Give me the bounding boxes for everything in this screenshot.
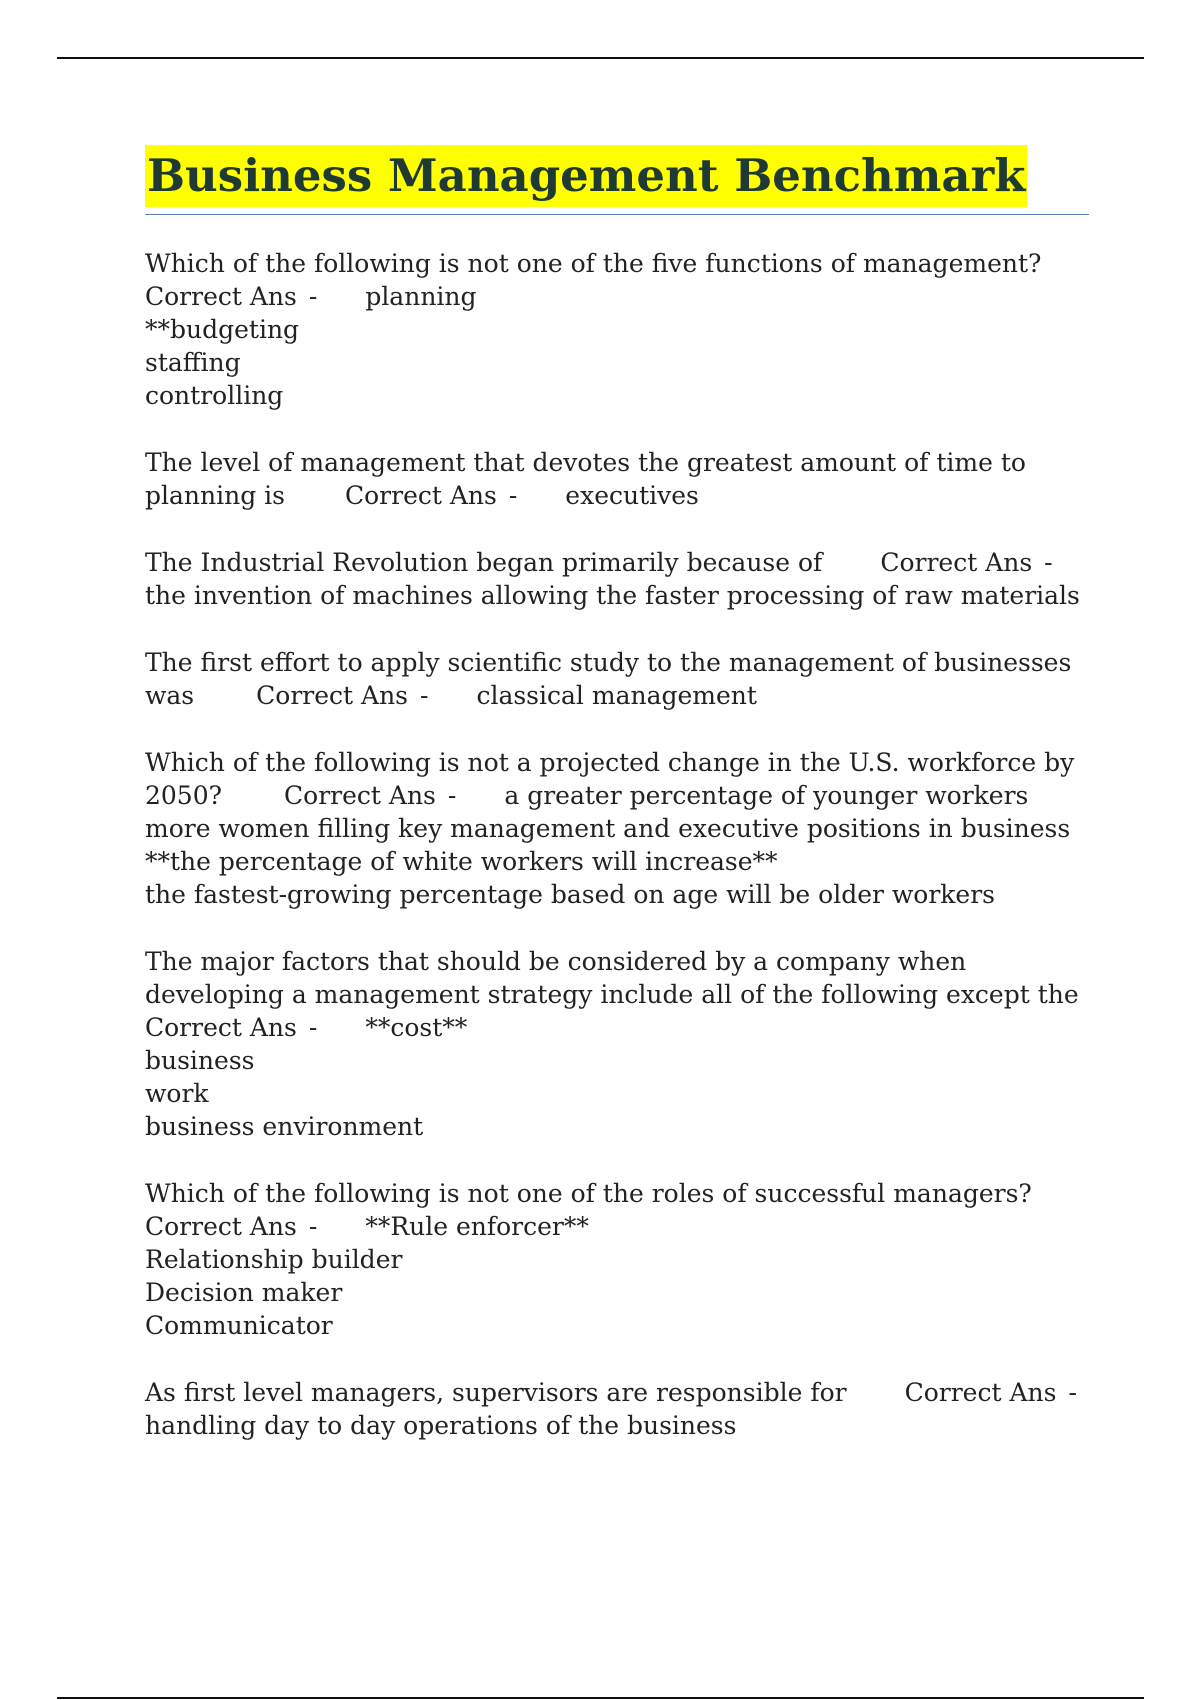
answer-line [145,546,1105,579]
option-line: Decision maker [145,1278,343,1307]
answer-line [145,1210,1105,1243]
answer-separator: - [308,1013,318,1042]
qa-item [145,446,1105,512]
answer-label: Correct Ans [284,781,436,810]
answer-text: handling day to day operations of the business [145,1411,737,1440]
qa-item [145,1177,1105,1342]
option-line: the fastest-growing percentage based on age will be older workers [145,880,996,909]
answer-text: **cost** [365,1013,468,1042]
answer-line [145,479,1105,512]
answer-separator: - [447,781,457,810]
option-line: business environment [145,1112,424,1141]
answer-text: **Rule enforcer** [365,1212,589,1241]
answer-text: the invention of machines allowing the faster processing of raw materials [145,581,1080,610]
answer-separator: - [308,282,318,311]
title-underline [145,214,1089,215]
answer-separator: - [1068,1378,1077,1407]
question-line: Which of the following is not one of the roles of successful managers? [145,1179,1032,1208]
question-line: The level of management that devotes the greatest amount of time to [145,448,1026,477]
page-top-rule [57,57,1144,59]
answer-text: executives [565,481,699,510]
question-line: As first level managers, supervisors are responsible for [145,1378,847,1407]
answer-text: planning [365,282,477,311]
question-line: The Industrial Revolution began primarily because of [145,548,823,577]
answer-label: Correct Ans [145,1013,297,1042]
qa-item [145,1376,1105,1442]
answer-label: Correct Ans [880,548,1033,577]
qa-item [145,746,1105,911]
option-line: work [145,1079,209,1108]
question-line: The major factors that should be considered by a company when [145,947,967,976]
answer-separator: - [508,481,518,510]
option-line: **budgeting [145,315,300,344]
page-title: Business Management Benchmark [145,145,1027,207]
question-line: planning is [145,481,285,510]
question-line: 2050? [145,781,223,810]
answer-line [145,779,1105,812]
question-line: The first effort to apply scientific study to the management of businesses [145,648,1072,677]
qa-item [145,646,1105,712]
qa-item [145,945,1105,1143]
answer-separator: - [308,1212,318,1241]
title-container [145,145,1027,207]
answer-line [145,280,1105,313]
answer-label: Correct Ans [256,681,408,710]
question-line: developing a management strategy include all of the following except the [145,980,1079,1009]
option-line: controlling [145,381,284,410]
qa-item [145,247,1105,412]
answer-text: a greater percentage of younger workers [504,781,1029,810]
answer-line [145,679,1105,712]
option-line: Relationship builder [145,1245,403,1274]
option-line: **the percentage of white workers will increase** [145,847,778,876]
answer-label: Correct Ans [145,282,297,311]
qa-list [145,247,1105,1476]
answer-label: Correct Ans [904,1378,1057,1407]
option-line: more women filling key management and executive positions in business [145,814,1071,843]
answer-label: Correct Ans [344,481,497,510]
option-line: staffing [145,348,241,377]
question-line: Which of the following is not one of the five functions of management? [145,249,1042,278]
answer-text: classical management [476,681,757,710]
question-line: Which of the following is not a projected change in the U.S. workforce by [145,748,1075,777]
page-bottom-rule [57,1697,1144,1699]
answer-separator: - [1044,548,1053,577]
answer-separator: - [420,681,429,710]
question-line: was [145,681,195,710]
option-line: business [145,1046,255,1075]
option-line: Communicator [145,1311,333,1340]
answer-label: Correct Ans [145,1212,297,1241]
answer-line [145,1376,1105,1409]
qa-item [145,546,1105,612]
answer-line [145,1011,1105,1044]
